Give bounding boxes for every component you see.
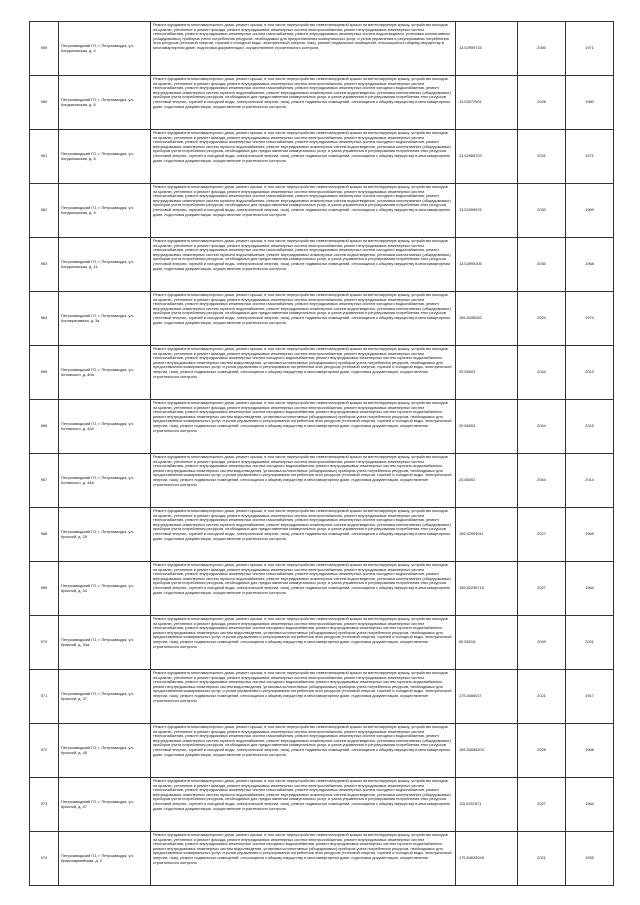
address-cell: Петрозаводский ГО, г. Петрозаводск, ул. Котовского, д. 42а	[59, 400, 151, 454]
row-number-cell: 967	[30, 454, 59, 508]
row-number-cell: 973	[30, 778, 59, 832]
row-number-cell: 969	[30, 562, 59, 616]
year-built-cell: 1971	[566, 130, 614, 184]
works-list-cell: Ремонт фундамента многоквартирного дома, ремонт крыши, в том числе переустройство невентилируемой крыши на вентилируемую крышу, устройство выходов на кровлю, утепление и ремонт фасада, ремонт внутридомовых инженерных систем электроснабжения, ремонт внутридомовых инженерных систем теплоснабжения, ремонт внутридомовых инженерных систем газоснабжения, ремонт внутридомовых инженерных систем холодного водоснабжения, ремонт внутридомовых инженерных систем горячего водоснабжения, ремонт внутридомовых инженерных систем водоотведения, установка коллективных (общедомовых) приборов учета потребления ресурсов, необходимых для предоставления коммунальных услуг, и узлов управления и регулирования потребления этих ресурсов (тепловой энергии, горячей и холодной воды, электрической энергии, газа), ремонт подвальных помещений, относящихся к общему имуществу в многоквартирном доме, подготовка документации, осуществление строительного контроля	[151, 130, 456, 184]
cadastral-cell: 20.56003	[456, 346, 518, 400]
row-number-cell: 966	[30, 400, 59, 454]
row-number-cell: 959	[30, 22, 59, 76]
year-built-cell: 2015	[566, 400, 614, 454]
year-planned-cell: 2044	[518, 400, 566, 454]
address-cell: Петрозаводский ГО, г. Петрозаводск, ул. Кондопожская, д. 4	[59, 22, 151, 76]
year-planned-cell: 2024	[518, 292, 566, 346]
row-number-cell: 964	[30, 292, 59, 346]
cadastral-cell: 155.53086203	[456, 724, 518, 778]
works-list-cell: Ремонт фундамента многоквартирного дома, ремонт крыши, в том числе переустройство невентилируемой крыши на вентилируемую крышу, устройство выходов на кровлю, утепление и ремонт фасада, ремонт внутридомовых инженерных систем электроснабжения, ремонт внутридомовых инженерных систем теплоснабжения, ремонт внутридомовых инженерных систем газоснабжения, ремонт внутридомовых инженерных систем холодного водоснабжения, ремонт внутридомовых инженерных систем горячего водоснабжения, ремонт внутридомовых инженерных систем водоотведения, установка коллективных (общедомовых) приборов учета потребления ресурсов, необходимых для предоставления коммунальных услуг, и узлов управления и регулирования потребления этих ресурсов (тепловой энергии, горячей и холодной воды, электрической энергии, газа), ремонт подвальных помещений, относящихся к общему имуществу в многоквартирном доме, подготовка документации, осуществление строительного контроля	[151, 76, 456, 130]
cadastral-cell: 13.52995105	[456, 238, 518, 292]
table-row	[30, 400, 614, 454]
cadastral-cell: 13.52968703	[456, 130, 518, 184]
cadastral-cell: 13.53072901	[456, 76, 518, 130]
table-row	[30, 562, 614, 616]
year-planned-cell: 2031	[518, 130, 566, 184]
table-row	[30, 616, 614, 670]
works-list-cell: Ремонт фундамента многоквартирного дома, ремонт крыши, в том числе переустройство невентилируемой крыши на вентилируемую крышу, устройство выходов на кровлю, утепление и ремонт фасада, ремонт внутридомовых инженерных систем электроснабжения, ремонт внутридомовых инженерных систем теплоснабжения, ремонт внутридомовых инженерных систем газоснабжения, ремонт внутридомовых инженерных систем водоотведения, установка коллективных (общедомовых) приборов учета потребления ресурсов, необходимых для предоставления коммунальных услуг, и узлов управления и регулирования потребления этих ресурсов (тепловой энергии, горячей и холодной воды, электрической энергии, газа), ремонт подвальных помещений, относящихся к общему имуществу в многоквартирном доме, подготовка документации, осуществление строительного контроля	[151, 22, 456, 76]
year-planned-cell: 2044	[518, 346, 566, 400]
year-built-cell: 1971	[566, 22, 614, 76]
table-row	[30, 832, 614, 886]
cadastral-cell: 175.5456017	[456, 670, 518, 724]
table-row	[30, 184, 614, 238]
table-row	[30, 76, 614, 130]
year-built-cell: 1965	[566, 508, 614, 562]
row-number-cell: 970	[30, 616, 59, 670]
year-planned-cell: 2044	[518, 454, 566, 508]
row-number-cell: 971	[30, 670, 59, 724]
year-built-cell: 1964	[566, 562, 614, 616]
address-cell: Петрозаводский ГО, г. Петрозаводск, ул. Кондопожская, д. 11	[59, 238, 151, 292]
cadastral-cell: 13.52996576	[456, 184, 518, 238]
cadastral-cell: 155.52296715	[456, 562, 518, 616]
year-built-cell: 2013	[566, 346, 614, 400]
address-cell: Петрозаводский ГО, г. Петрозаводск, ул. Котовского, д. 40а	[59, 346, 151, 400]
repair-program-table	[29, 21, 614, 886]
address-cell: Петрозаводский ГО, г. Петрозаводск, ул. Красноармейская, д. 2	[59, 832, 151, 886]
cadastral-cell: 175.54625049	[456, 832, 518, 886]
cadastral-cell: 50.55016	[456, 616, 518, 670]
address-cell: Петрозаводский ГО, г. Петрозаводск, ул. Котовского, д. 44а	[59, 454, 151, 508]
works-list-cell: Ремонт фундамента многоквартирного дома, ремонт крыши, в том числе переустройство невентилируемой крыши на вентилируемую крышу, устройство выходов на кровлю, утепление и ремонт фасада, ремонт внутридомовых инженерных систем электроснабжения, ремонт внутридомовых инженерных систем теплоснабжения, ремонт внутридомовых инженерных систем газоснабжения, ремонт внутридомовых инженерных систем холодного водоснабжения, ремонт внутридомовых инженерных систем горячего водоснабжения, ремонт внутридомовых инженерных систем водоотведения, установка коллективных (общедомовых) приборов учета потребления ресурсов, необходимых для предоставления коммунальных услуг, и узлов управления и регулирования потребления этих ресурсов (тепловой энергии, горячей и холодной воды, электрической энергии, газа), ремонт подвальных помещений, относящихся к общему имуществу в многоквартирном доме, подготовка документации, осуществление строительного контроля	[151, 238, 456, 292]
works-list-cell: Ремонт фундамента многоквартирного дома, ремонт крыши, в том числе переустройство невентилируемой крыши на вентилируемую крышу, устройство выходов на кровлю, утепление и ремонт фасада, ремонт внутридомовых инженерных систем электроснабжения, ремонт внутридомовых инженерных систем теплоснабжения, ремонт внутридомовых инженерных систем газоснабжения, ремонт внутридомовых инженерных систем холодного водоснабжения, ремонт внутридомовых инженерных систем горячего водоснабжения, ремонт внутридомовых инженерных систем водоотведения, установка коллективных (общедомовых) приборов учета потребления ресурсов, необходимых для предоставления коммунальных услуг, и узлов управления и регулирования потребления этих ресурсов (тепловой энергии, горячей и холодной воды, электрической энергии, газа), ремонт подвальных помещений, относящихся к общему имуществу в многоквартирном доме, подготовка документации, осуществление строительного контроля	[151, 292, 456, 346]
row-number-cell: 968	[30, 508, 59, 562]
year-built-cell: 1974	[566, 292, 614, 346]
row-number-cell: 960	[30, 76, 59, 130]
cadastral-cell: 115.5257671	[456, 778, 518, 832]
address-cell: Петрозаводский ГО, г. Петрозаводск, ул. Кондопожская, д. 9	[59, 184, 151, 238]
year-built-cell: 1966	[566, 724, 614, 778]
address-cell: Петрозаводский ГО, г. Петрозаводск, ул. Краснoй, д. 45	[59, 724, 151, 778]
year-built-cell: 1969	[566, 184, 614, 238]
year-built-cell: 2001	[566, 616, 614, 670]
table-row	[30, 292, 614, 346]
cadastral-cell: 20.56003	[456, 400, 518, 454]
row-number-cell: 974	[30, 832, 59, 886]
address-cell: Петрозаводский ГО, г. Петрозаводск, ул. Кондопожская, д. 8	[59, 130, 151, 184]
year-planned-cell: 2021	[518, 670, 566, 724]
year-built-cell: 1968	[566, 238, 614, 292]
year-planned-cell: 2030	[518, 184, 566, 238]
table-row	[30, 778, 614, 832]
cadastral-cell: 20.56002	[456, 454, 518, 508]
address-cell: Петрозаводский ГО, г. Петрозаводск, ул. Кооперативная, д. 3а	[59, 292, 151, 346]
year-built-cell: 1964	[566, 778, 614, 832]
works-list-cell: Ремонт фундамента многоквартирного дома, ремонт крыши, в том числе переустройство невентилируемой крыши на вентилируемую крышу, устройство выходов на кровлю, утепление и ремонт фасада, ремонт внутридомовых инженерных систем электроснабжения, ремонт внутридомовых инженерных систем теплоснабжения, ремонт внутридомовых инженерных систем холодного водоснабжения, ремонт внутридомовых инженерных систем горячего водоснабжения, ремонт внутридомовых инженерных систем водоотведения, установка коллективных (общедомовых) приборов учета потребления ресурсов, необходимых для предоставления коммунальных услуг, и узлов управления и регулирования потребления этих ресурсов (тепловой энергии, горячей и холодной воды, электрической энергии, газа), ремонт подвальных помещений, относящихся к общему имуществу в многоквартирном доме, подготовка документации, осуществление строительного контроля	[151, 454, 456, 508]
row-number-cell: 961	[30, 130, 59, 184]
year-built-cell: 1917	[566, 670, 614, 724]
row-number-cell: 972	[30, 724, 59, 778]
address-cell: Петрозаводский ГО, г. Петрозаводск, ул. Краснoй, д. 34а	[59, 616, 151, 670]
year-built-cell: 1960	[566, 76, 614, 130]
address-cell: Петрозаводский ГО, г. Петрозаводск, ул. Краснoй, д. 37	[59, 670, 151, 724]
year-planned-cell: 2030	[518, 238, 566, 292]
works-list-cell: Ремонт фундамента многоквартирного дома, ремонт крыши, в том числе переустройство невентилируемой крыши на вентилируемую крышу, устройство выходов на кровлю, утепление и ремонт фасада, ремонт внутридомовых инженерных систем электроснабжения, ремонт внутридомовых инженерных систем теплоснабжения, ремонт внутридомовых инженерных систем газоснабжения, ремонт внутридомовых инженерных систем холодного водоснабжения, ремонт внутридомовых инженерных систем горячего водоснабжения, ремонт внутридомовых инженерных систем водоотведения, установка коллективных (общедомовых) приборов учета потребления ресурсов, необходимых для предоставления коммунальных услуг, и узлов управления и регулирования потребления этих ресурсов (тепловой энергии, горячей и холодной воды, электрической энергии, газа), ремонт подвальных помещений, относящихся к общему имуществу в многоквартирном доме, подготовка документации, осуществление строительного контроля	[151, 562, 456, 616]
year-built-cell: 2014	[566, 454, 614, 508]
table-row	[30, 724, 614, 778]
year-planned-cell: 2050	[518, 22, 566, 76]
year-built-cell: 1935	[566, 832, 614, 886]
works-list-cell: Ремонт фундамента многоквартирного дома, ремонт крыши, в том числе переустройство невентилируемой крыши на вентилируемую крышу, устройство выходов на кровлю, утепление и ремонт фасада, ремонт внутридомовых инженерных систем электроснабжения, ремонт внутридомовых инженерных систем теплоснабжения, ремонт внутридомовых инженерных систем холодного водоснабжения, ремонт внутридомовых инженерных систем горячего водоснабжения, ремонт внутридомовых инженерных систем водоотведения, установка коллективных (общедомовых) приборов учета потребления ресурсов, необходимых для предоставления коммунальных услуг, и узлов управления и регулирования потребления этих ресурсов (тепловой энергии, горячей и холодной воды, электрической энергии, газа), ремонт подвальных помещений, относящихся к общему имуществу в многоквартирном доме, подготовка документации, осуществление строительного контроля	[151, 400, 456, 454]
address-cell: Петрозаводский ГО, г. Петрозаводск, ул. Кондопожская, д. 6	[59, 76, 151, 130]
works-list-cell: Ремонт фундамента многоквартирного дома, ремонт крыши, в том числе переустройство невентилируемой крыши на вентилируемую крышу, устройство выходов на кровлю, утепление и ремонт фасада, ремонт внутридомовых инженерных систем электроснабжения, ремонт внутридомовых инженерных систем теплоснабжения, ремонт внутридомовых инженерных систем газоснабжения, ремонт внутридомовых инженерных систем холодного водоснабжения, ремонт внутридомовых инженерных систем горячего водоснабжения, ремонт внутридомовых инженерных систем водоотведения, установка коллективных (общедомовых) приборов учета потребления ресурсов, необходимых для предоставления коммунальных услуг, и узлов управления и регулирования потребления этих ресурсов (тепловой энергии, горячей и холодной воды, электрической энергии, газа), ремонт подвальных помещений, относящихся к общему имуществу в многоквартирном доме, подготовка документации, осуществление строительного контроля	[151, 778, 456, 832]
year-planned-cell: 2049	[518, 616, 566, 670]
address-cell: Петрозаводский ГО, г. Петрозаводск, ул. Краснoй, д. 47	[59, 778, 151, 832]
year-planned-cell: 2027	[518, 778, 566, 832]
works-list-cell: Ремонт фундамента многоквартирного дома, ремонт крыши, в том числе переустройство невентилируемой крыши на вентилируемую крышу, устройство выходов на кровлю, утепление и ремонт фасада, ремонт внутридомовых инженерных систем электроснабжения, ремонт внутридомовых инженерных систем теплоснабжения, ремонт внутридомовых инженерных систем холодного водоснабжения, ремонт внутридомовых инженерных систем горячего водоснабжения, ремонт внутридомовых инженерных систем водоотведения, установка коллективных (общедомовых) приборов учета потребления ресурсов, необходимых для предоставления коммунальных услуг, и узлов управления и регулирования потребления этих ресурсов (тепловой энергии, горячей и холодной воды, электрической энергии, газа), ремонт подвальных помещений, относящихся к общему имуществу в многоквартирном доме, подготовка документации, осуществление строительного контроля	[151, 346, 456, 400]
works-list-cell: Ремонт фундамента многоквартирного дома, ремонт крыши, в том числе переустройство невентилируемой крыши на вентилируемую крышу, устройство выходов на кровлю, утепление и ремонт фасада, ремонт внутридомовых инженерных систем электроснабжения, ремонт внутридомовых инженерных систем теплоснабжения, ремонт внутридомовых инженерных систем холодного водоснабжения, ремонт внутридомовых инженерных систем горячего водоснабжения, ремонт внутридомовых инженерных систем водоотведения, установка коллективных (общедомовых) приборов учета потребления ресурсов, необходимых для предоставления коммунальных услуг, и узлов управления и регулирования потребления этих ресурсов (тепловой энергии, горячей и холодной воды, электрической энергии, газа), ремонт подвальных помещений, относящихся к общему имуществу в многоквартирном доме, подготовка документации, осуществление строительного контроля	[151, 670, 456, 724]
table-row	[30, 22, 614, 76]
cadastral-cell: 13.52959715	[456, 22, 518, 76]
cadastral-cell: 155.5435262	[456, 292, 518, 346]
year-planned-cell: 2027	[518, 508, 566, 562]
year-planned-cell: 2021	[518, 832, 566, 886]
year-planned-cell: 2028	[518, 724, 566, 778]
table-body	[30, 22, 614, 886]
row-number-cell: 963	[30, 238, 59, 292]
table-row	[30, 130, 614, 184]
table-row	[30, 670, 614, 724]
works-list-cell: Ремонт фундамента многоквартирного дома, ремонт крыши, в том числе переустройство невентилируемой крыши на вентилируемую крышу, устройство выходов на кровлю, утепление и ремонт фасада, ремонт внутридомовых инженерных систем электроснабжения, ремонт внутридомовых инженерных систем теплоснабжения, ремонт внутридомовых инженерных систем холодного водоснабжения, ремонт внутридомовых инженерных систем горячего водоснабжения, ремонт внутридомовых инженерных систем водоотведения, установка коллективных (общедомовых) приборов учета потребления ресурсов, необходимых для предоставления коммунальных услуг, и узлов управления и регулирования потребления этих ресурсов (тепловой энергии, горячей и холодной воды, электрической энергии, газа), ремонт подвальных помещений, относящихся к общему имуществу в многоквартирном доме, подготовка документации, осуществление строительного контроля	[151, 616, 456, 670]
row-number-cell: 962	[30, 184, 59, 238]
table-row	[30, 346, 614, 400]
row-number-cell: 965	[30, 346, 59, 400]
year-planned-cell: 2026	[518, 76, 566, 130]
table-row	[30, 238, 614, 292]
address-cell: Петрозаводский ГО, г. Петрозаводск, ул. Краснoй, д. 29	[59, 508, 151, 562]
works-list-cell: Ремонт фундамента многоквартирного дома, ремонт крыши, в том числе переустройство невентилируемой крыши на вентилируемую крышу, устройство выходов на кровлю, утепление и ремонт фасада, ремонт внутридомовых инженерных систем электроснабжения, ремонт внутридомовых инженерных систем теплоснабжения, ремонт внутридомовых инженерных систем газоснабжения, ремонт внутридомовых инженерных систем холодного водоснабжения, ремонт внутридомовых инженерных систем горячего водоснабжения, ремонт внутридомовых инженерных систем водоотведения, установка коллективных (общедомовых) приборов учета потребления ресурсов, необходимых для предоставления коммунальных услуг, и узлов управления и регулирования потребления этих ресурсов (тепловой энергии, горячей и холодной воды, электрической энергии, газа), ремонт подвальных помещений, относящихся к общему имуществу в многоквартирном доме, подготовка документации, осуществление строительного контроля	[151, 508, 456, 562]
works-list-cell: Ремонт фундамента многоквартирного дома, ремонт крыши, в том числе переустройство невентилируемой крыши на вентилируемую крышу, устройство выходов на кровлю, утепление и ремонт фасада, ремонт внутридомовых инженерных систем электроснабжения, ремонт внутридомовых инженерных систем теплоснабжения, ремонт внутридомовых инженерных систем газоснабжения, ремонт внутридомовых инженерных систем холодного водоснабжения, ремонт внутридомовых инженерных систем горячего водоснабжения, ремонт внутридомовых инженерных систем водоотведения, установка коллективных (общедомовых) приборов учета потребления ресурсов, необходимых для предоставления коммунальных услуг, и узлов управления и регулирования потребления этих ресурсов (тепловой энергии, горячей и холодной воды, электрической энергии, газа), ремонт подвальных помещений, относящихся к общему имуществу в многоквартирном доме, подготовка документации, осуществление строительного контроля	[151, 724, 456, 778]
works-list-cell: Ремонт фундамента многоквартирного дома, ремонт крыши, в том числе переустройство невентилируемой крыши на вентилируемую крышу, устройство выходов на кровлю, утепление и ремонт фасада, ремонт внутридомовых инженерных систем электроснабжения, ремонт внутридомовых инженерных систем теплоснабжения, ремонт внутридомовых инженерных систем газоснабжения, ремонт внутридомовых инженерных систем холодного водоснабжения, ремонт внутридомовых инженерных систем горячего водоснабжения, ремонт внутридомовых инженерных систем водоотведения, установка коллективных (общедомовых) приборов учета потребления ресурсов, необходимых для предоставления коммунальных услуг, и узлов управления и регулирования потребления этих ресурсов (тепловой энергии, горячей и холодной воды, электрической энергии, газа), ремонт подвальных помещений, относящихся к общему имуществу в многоквартирном доме, подготовка документации, осуществление строительного контроля	[151, 184, 456, 238]
table-row	[30, 508, 614, 562]
address-cell: Петрозаводский ГО, г. Петрозаводск, ул. Краснoй, д. 34	[59, 562, 151, 616]
table-row	[30, 454, 614, 508]
year-planned-cell: 2027	[518, 562, 566, 616]
cadastral-cell: 155.52991011	[456, 508, 518, 562]
works-list-cell: Ремонт фундамента многоквартирного дома, ремонт крыши, в том числе переустройство невентилируемой крыши на вентилируемую крышу, устройство выходов на кровлю, утепление и ремонт фасада, ремонт внутридомовых инженерных систем электроснабжения, ремонт внутридомовых инженерных систем теплоснабжения, ремонт внутридомовых инженерных систем холодного водоснабжения, ремонт внутридомовых инженерных систем горячего водоснабжения, ремонт внутридомовых инженерных систем водоотведения, установка коллективных (общедомовых) приборов учета потребления ресурсов, необходимых для предоставления коммунальных услуг, и узлов управления и регулирования потребления этих ресурсов (тепловой энергии, горячей и холодной воды, электрической энергии, газа), ремонт подвальных помещений, относящихся к общему имуществу в многоквартирном доме, подготовка документации, осуществление строительного контроля	[151, 832, 456, 886]
